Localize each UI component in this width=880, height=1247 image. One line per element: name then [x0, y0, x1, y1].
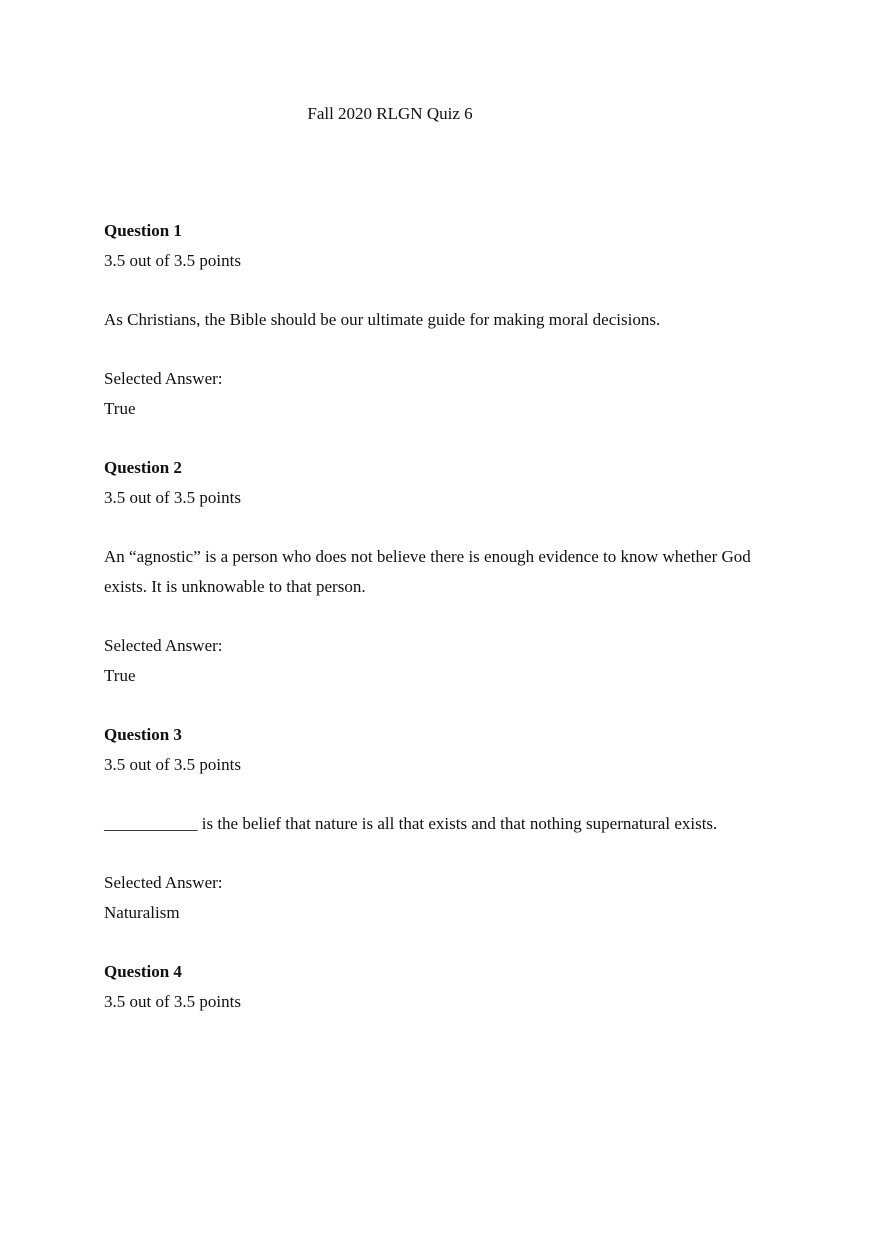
question-4 [104, 957, 784, 1017]
question-1 [104, 216, 784, 424]
question-points: 3.5 out of 3.5 points [104, 992, 241, 1011]
selected-answer-value: True [104, 666, 136, 685]
page-title: Fall 2020 RLGN Quiz 6 [307, 104, 473, 123]
question-heading: Question 2 [104, 458, 182, 477]
quiz-content [104, 216, 784, 1046]
question-heading: Question 1 [104, 221, 182, 240]
question-3 [104, 720, 784, 928]
selected-answer-label: Selected Answer: [104, 636, 223, 655]
question-heading: Question 3 [104, 725, 182, 744]
question-points: 3.5 out of 3.5 points [104, 755, 241, 774]
selected-answer-label: Selected Answer: [104, 873, 223, 892]
question-text: ___________ is the belief that nature is all that exists and that nothing supernatural exists. [104, 814, 718, 833]
selected-answer-value: True [104, 399, 136, 418]
question-text: As Christians, the Bible should be our ultimate guide for making moral decisions. [104, 310, 661, 329]
question-points: 3.5 out of 3.5 points [104, 251, 241, 270]
selected-answer-label: Selected Answer: [104, 369, 223, 388]
question-heading: Question 4 [104, 962, 182, 981]
question-2 [104, 453, 784, 691]
question-text: An “agnostic” is a person who does not believe there is enough evidence to know whether God exists. It is unknowable to that person. [104, 547, 751, 596]
question-points: 3.5 out of 3.5 points [104, 488, 241, 507]
selected-answer-value: Naturalism [104, 903, 180, 922]
